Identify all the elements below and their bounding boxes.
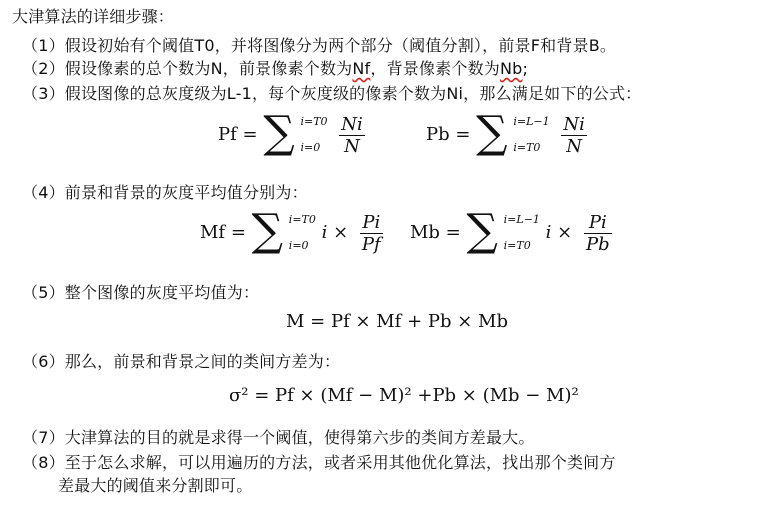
step-8-text-cont: 差最大的阈值来分割即可。	[58, 476, 253, 495]
formula-pf-den: N	[339, 135, 365, 157]
formula-pb-lhs: Pb =	[426, 124, 471, 145]
formula-pf-num: Ni	[341, 113, 363, 135]
step-2-nf: Nf	[352, 59, 371, 78]
formula-mf-lhs: Mf =	[200, 222, 246, 243]
formula-mb-upper: i=L−1	[503, 213, 540, 226]
document-title: 大津算法的详细步骤：	[12, 7, 175, 26]
formula-mf-den: Pf	[361, 233, 381, 255]
formula-pf	[218, 107, 365, 158]
step-4-text: （4）前景和背景的灰度平均值分别为：	[22, 183, 308, 202]
formula-mb-lhs: Mb =	[410, 222, 461, 243]
sum-symbol: ∑	[251, 205, 284, 256]
formula-mb-den: Pb	[585, 233, 610, 255]
formula-mf-times: i ×	[321, 222, 349, 243]
formula-mb	[410, 205, 612, 256]
step-2-part-e: ;	[522, 59, 529, 78]
formula-sigma: σ² = Pf × (Mf − M)² +Pb × (Mb − M)²	[229, 385, 579, 406]
formula-mf-upper: i=T0	[288, 213, 316, 226]
sum-symbol: ∑	[466, 205, 498, 256]
formula-pb-lower: i=T0	[513, 141, 541, 154]
formula-pb-limits	[513, 114, 549, 156]
formula-pb-upper: i=L−1	[513, 115, 550, 128]
step-2-nb: Nb	[499, 59, 523, 78]
formula-pb	[426, 107, 587, 158]
formula-pb-fraction	[561, 114, 587, 157]
step-6-text: （6）那么，前景和背景之间的类间方差为：	[22, 352, 341, 371]
formula-pf-limits	[300, 114, 327, 156]
formula-m: M = Pf × Mf + Pb × Mb	[286, 311, 508, 332]
formula-pf-fraction	[339, 114, 365, 157]
formula-pf-lhs: Pf =	[218, 124, 258, 145]
formula-mb-times: i ×	[545, 222, 573, 243]
formula-mb-lower: i=T0	[503, 239, 531, 252]
formula-mb-num: Pi	[588, 211, 607, 233]
formula-mb-fraction	[584, 212, 612, 255]
formula-mf	[200, 205, 383, 256]
step-2-part-a: （2）假设像素的总个数为N，前景像素个数为	[22, 59, 353, 78]
sum-symbol: ∑	[476, 107, 508, 158]
formula-mf-fraction	[360, 212, 383, 255]
formula-mf-num: Pi	[362, 211, 381, 233]
formula-pb-den: N	[561, 135, 587, 157]
step-8-text: （8）至于怎么求解，可以用遍历的方法，或者采用其他优化算法，找出那个类间方	[22, 453, 616, 472]
formula-mb-limits	[504, 212, 540, 254]
sum-symbol: ∑	[263, 107, 295, 158]
formula-mf-lower: i=0	[288, 239, 309, 252]
step-2-text	[22, 59, 528, 79]
formula-pf-upper: i=T0	[300, 115, 328, 128]
formula-pb-num: Ni	[563, 113, 585, 135]
step-7-text: （7）大津算法的目的就是求得一个阈值，使得第六步的类间方差最大。	[22, 428, 535, 447]
formula-pf-lower: i=0	[300, 141, 321, 154]
step-2-part-c: ，背景像素个数为	[370, 59, 500, 78]
formula-mf-limits	[289, 212, 316, 254]
step-1-text: （1）假设初始有个阈值T0，并将图像分为两个部分（阈值分割），前景F和背景B。	[22, 36, 617, 55]
step-5-text: （5）整个图像的灰度平均值为：	[22, 283, 260, 302]
step-3-text: （3）假设图像的总灰度级为L-1，每个灰度级的像素个数为Ni，那么满足如下的公式：	[22, 84, 642, 103]
